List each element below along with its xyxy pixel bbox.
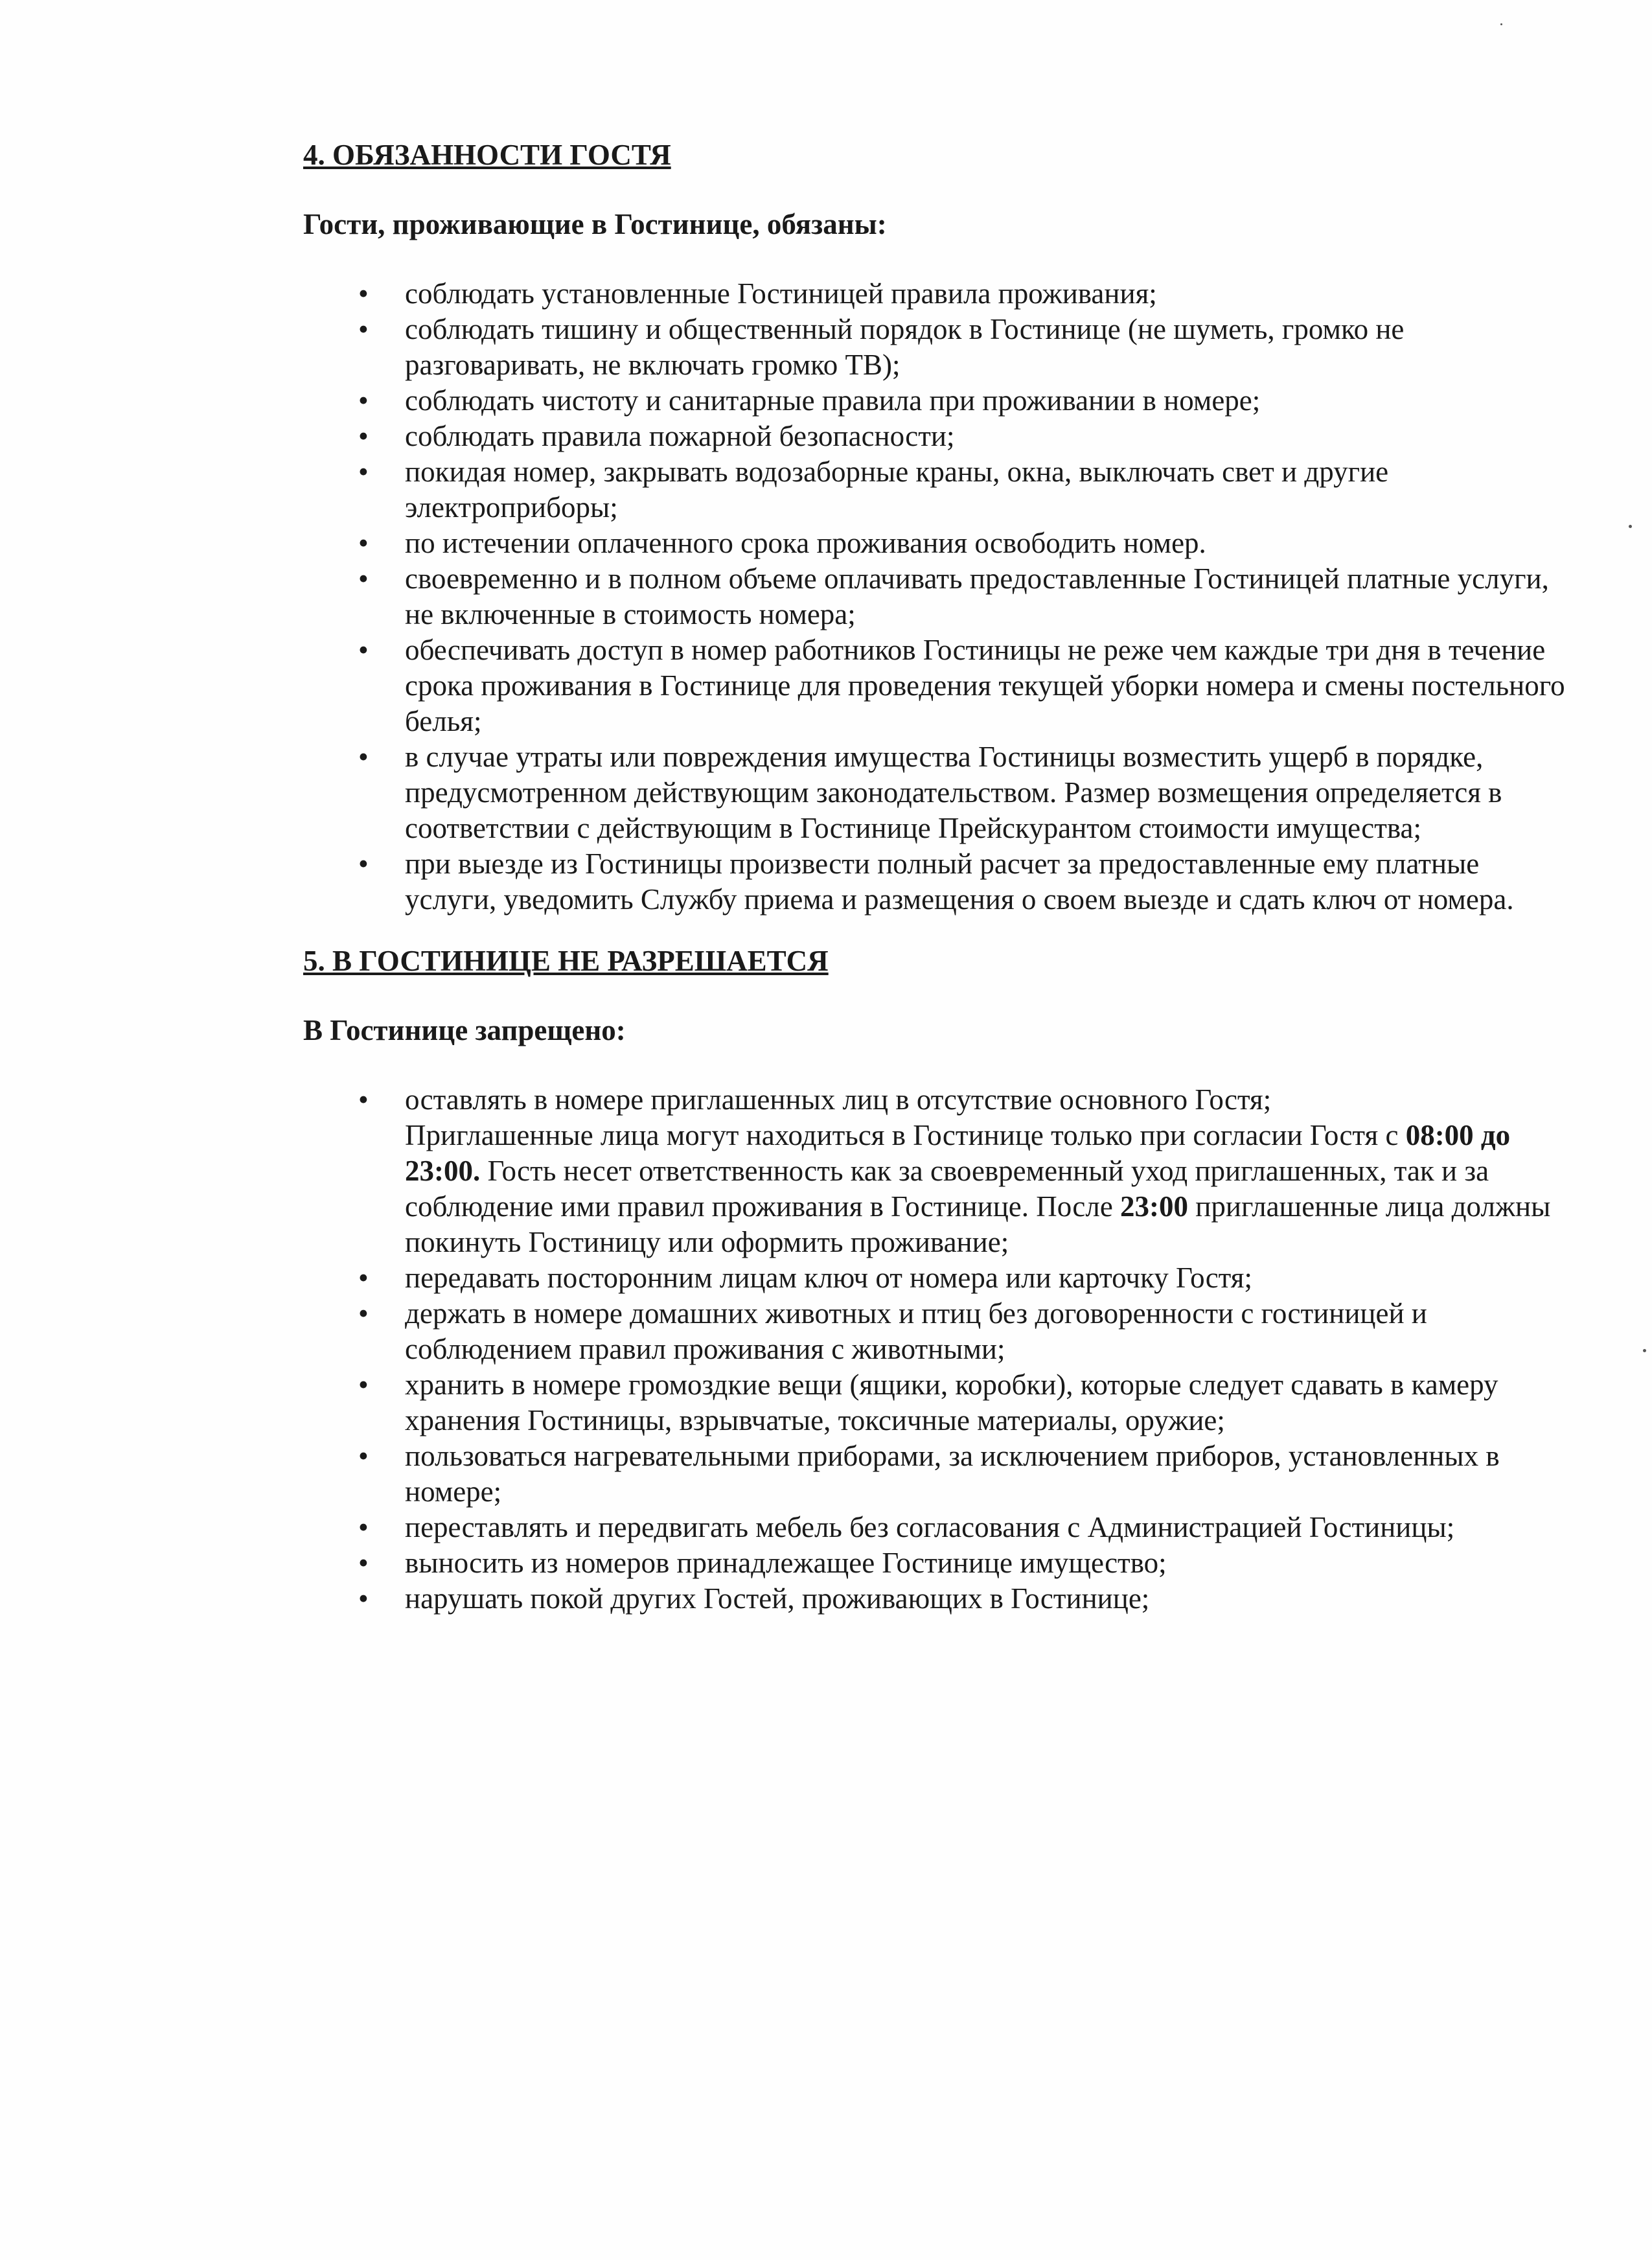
section-5-title: 5. В ГОСТИНИЦЕ НЕ РАЗРЕШАЕТСЯ	[303, 945, 829, 977]
list-item	[303, 1082, 1573, 1260]
list-item-text: приглашенные лица должны покинуть Гостиницу или оформить проживание;	[405, 1190, 1551, 1258]
list-item: • нарушать покой других Гостей, проживающих в Гостинице;	[303, 1581, 1573, 1617]
list-item: • соблюдать тишину и общественный порядок в Гостинице (не шуметь, громко не разговаривать, не включать громко ТВ);	[303, 312, 1573, 383]
list-item: • хранить в номере громоздкие вещи (ящики, коробки), которые следует сдавать в камеру хранения Гостиницы, взрывчатые, токсичные материалы, оружие;	[303, 1367, 1573, 1438]
list-item: • покидая номер, закрывать водозаборные краны, окна, выключать свет и другие электроприборы;	[303, 454, 1573, 525]
scan-speck	[1643, 1349, 1646, 1352]
section-5-intro: В Гостинице запрещено:	[303, 1014, 626, 1046]
guest-duties-list	[303, 276, 1573, 917]
list-item-text: Гость несет ответственность как за своевременный уход приглашенных, так и за соблюдение ими правил проживания в Гостинице. После	[405, 1155, 1489, 1223]
list-item: • в случае утраты или повреждения имущества Гостиницы возместить ущерб в порядке, предусмотренном действующим законодательством. Размер возмещения определяется в соответствии с действующим в Гостинице Прейскурантом стоимости имущества;	[303, 739, 1573, 846]
list-item-text: оставлять в номере приглашенных лиц в отсутствие основного Гостя;	[405, 1083, 1272, 1116]
scan-speck	[1500, 23, 1502, 25]
list-item: • соблюдать чистоту и санитарные правила при проживании в номере;	[303, 383, 1573, 419]
list-item: • при выезде из Гостиницы произвести полный расчет за предоставленные ему платные услуги, уведомить Службу приема и размещения о своем выезде и сдать ключ от номера.	[303, 846, 1573, 917]
list-item: • выносить из номеров принадлежащее Гостинице имущество;	[303, 1545, 1573, 1581]
list-item-text: Приглашенные лица могут находиться в Гостинице только при согласии Гостя с	[405, 1119, 1399, 1151]
list-item: • своевременно и в полном объеме оплачивать предоставленные Гостиницей платные услуги, не включенные в стоимость номера;	[303, 561, 1573, 632]
list-item: • соблюдать правила пожарной безопасности;	[303, 419, 1573, 454]
prohibitions-list	[303, 1082, 1573, 1617]
scan-speck	[1629, 525, 1632, 528]
section-4-title: 4. ОБЯЗАННОСТИ ГОСТЯ	[303, 139, 671, 171]
list-item: • пользоваться нагревательными приборами, за исключением приборов, установленных в номере;	[303, 1438, 1573, 1510]
list-item: • держать в номере домашних животных и птиц без договоренности с гостиницей и соблюдением правил проживания с животными;	[303, 1296, 1573, 1367]
section-4-intro: Гости, проживающие в Гостинице, обязаны:	[303, 208, 887, 240]
time-end: 23:00	[1120, 1190, 1189, 1223]
time-range: 08:00 до 23:00.	[405, 1119, 1511, 1187]
list-item: • по истечении оплаченного срока проживания освободить номер.	[303, 525, 1573, 561]
list-item: • соблюдать установленные Гостиницей правила проживания;	[303, 276, 1573, 312]
list-item: • обеспечивать доступ в номер работников Гостиницы не реже чем каждые три дня в течение срока проживания в Гостинице для проведения текущей уборки номера и смены постельного белья;	[303, 632, 1573, 739]
list-item: • передавать посторонним лицам ключ от номера или карточку Гостя;	[303, 1260, 1573, 1296]
document-body	[303, 137, 1573, 1617]
list-item: • переставлять и передвигать мебель без согласования с Администрацией Гостиницы;	[303, 1510, 1573, 1545]
